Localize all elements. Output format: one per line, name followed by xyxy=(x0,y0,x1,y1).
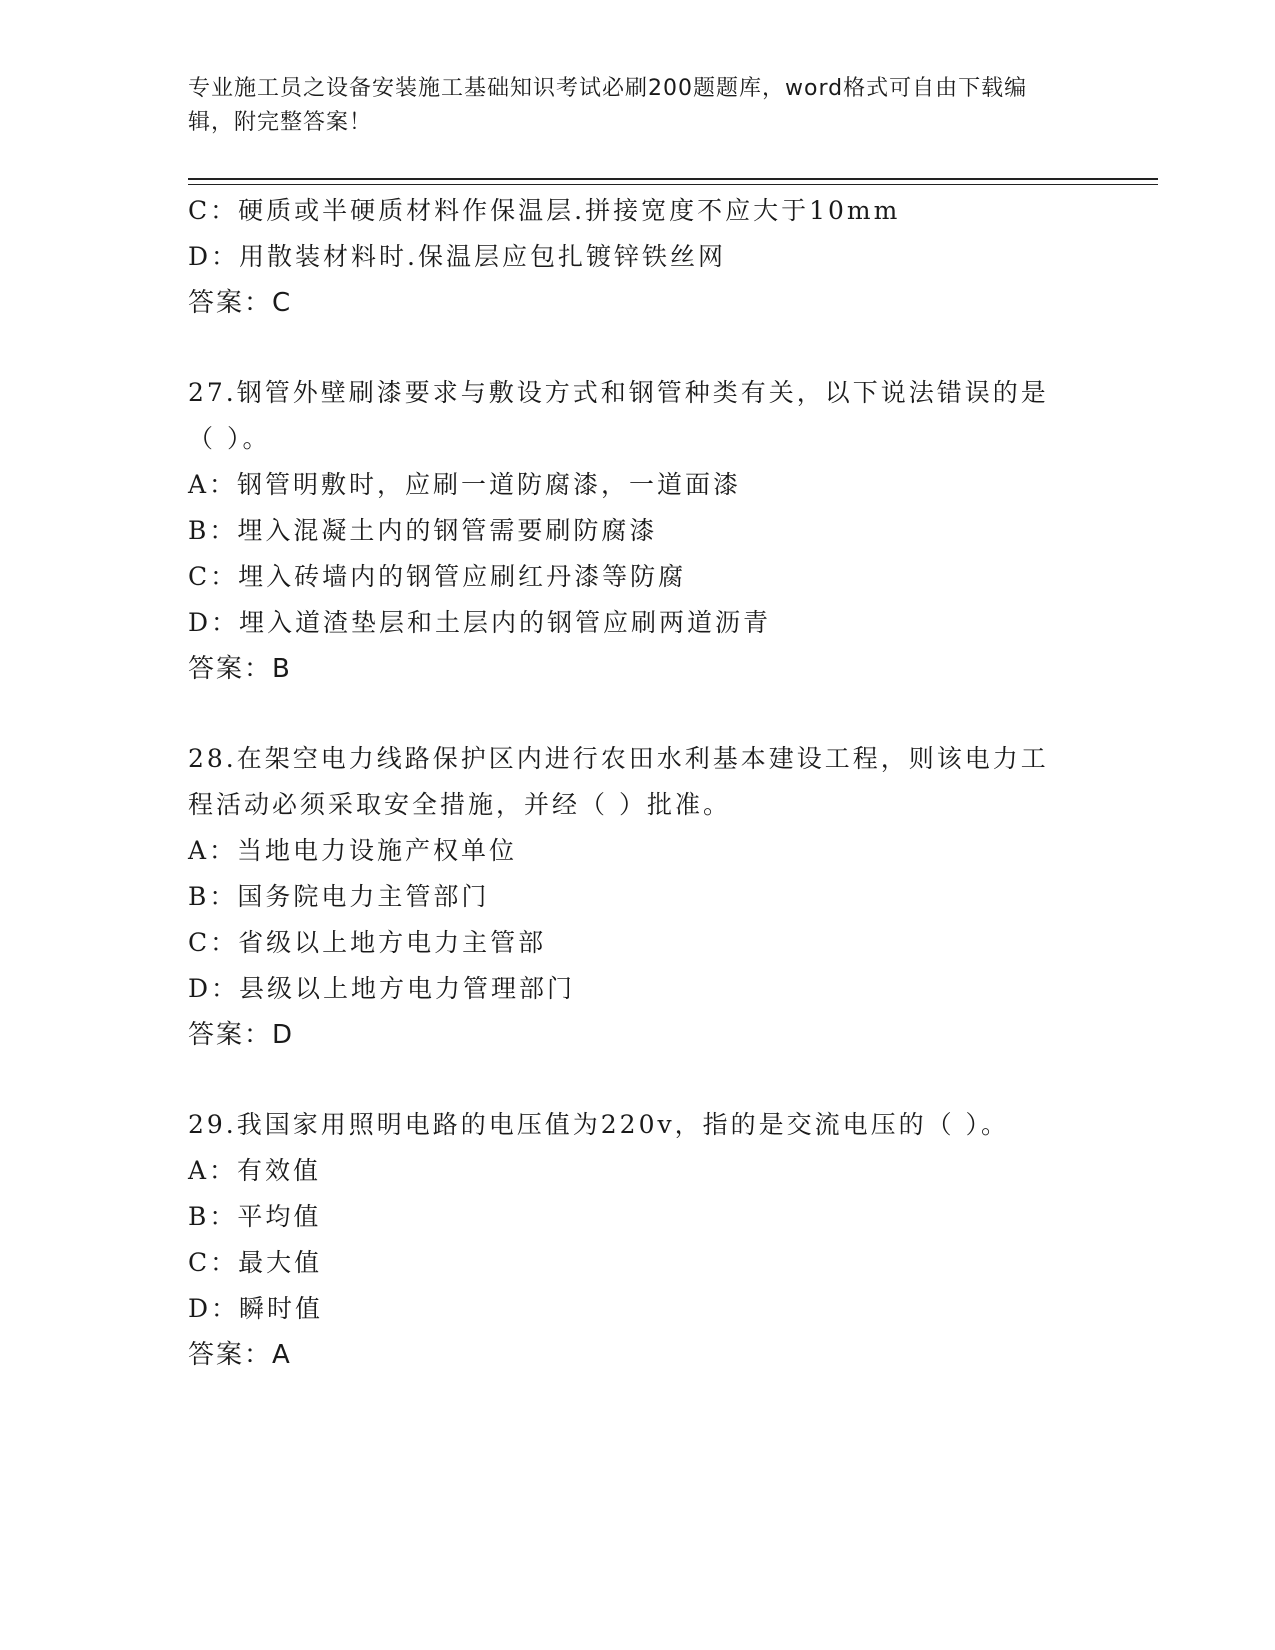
answer-line: 答案：A xyxy=(188,1340,292,1370)
option-d: D：埋入道渣垫层和土层内的钢管应刷两道沥青 xyxy=(188,608,772,637)
question-28 xyxy=(188,736,1088,1058)
option-d: D：瞬时值 xyxy=(188,1294,324,1323)
option-d: D：县级以上地方电力管理部门 xyxy=(188,974,576,1003)
option-d: D：用散装材料时.保温层应包扎镀锌铁丝网 xyxy=(188,242,726,271)
option-a: A：钢管明敷时，应刷一道防腐漆，一道面漆 xyxy=(188,470,742,499)
question-stem-cont: （ ）。 xyxy=(188,424,271,453)
option-b: B：平均值 xyxy=(188,1202,322,1231)
answer-line: 答案：B xyxy=(188,654,292,684)
option-b: B：埋入混凝土内的钢管需要刷防腐漆 xyxy=(188,516,658,545)
header-rule-thin xyxy=(188,184,1158,185)
spacer xyxy=(188,1058,1088,1102)
spacer xyxy=(188,692,1088,736)
header-rule-thick xyxy=(188,178,1158,180)
option-b: B：国务院电力主管部门 xyxy=(188,882,490,911)
question-stem: 29.我国家用照明电路的电压值为220v，指的是交流电压的（ ）。 xyxy=(188,1110,1010,1139)
option-c: C：埋入砖墙内的钢管应刷红丹漆等防腐 xyxy=(188,562,687,591)
option-c: C：省级以上地方电力主管部 xyxy=(188,928,547,957)
question-27 xyxy=(188,370,1088,692)
question-29 xyxy=(188,1102,1088,1378)
question-stem-cont: 程活动必须采取安全措施，并经（ ）批准。 xyxy=(188,790,731,819)
page-header: 专业施工员之设备安装施工基础知识考试必刷200题题库，word格式可自由下载编辑，附完整答案！ xyxy=(188,76,1028,135)
question-stem: 28.在架空电力线路保护区内进行农田水利基本建设工程，则该电力工 xyxy=(188,744,1049,773)
option-c: C：最大值 xyxy=(188,1248,323,1277)
answer-line: 答案：D xyxy=(188,1020,295,1050)
question-content xyxy=(188,188,1088,1378)
answer-line: 答案：C xyxy=(188,288,293,318)
prev-question xyxy=(188,188,1088,326)
option-a: A：有效值 xyxy=(188,1156,322,1185)
question-stem: 27.钢管外壁刷漆要求与敷设方式和钢管种类有关，以下说法错误的是 xyxy=(188,378,1049,407)
option-c: C：硬质或半硬质材料作保温层.拼接宽度不应大于10mm xyxy=(188,196,901,225)
option-a: A：当地电力设施产权单位 xyxy=(188,836,518,865)
spacer xyxy=(188,326,1088,370)
